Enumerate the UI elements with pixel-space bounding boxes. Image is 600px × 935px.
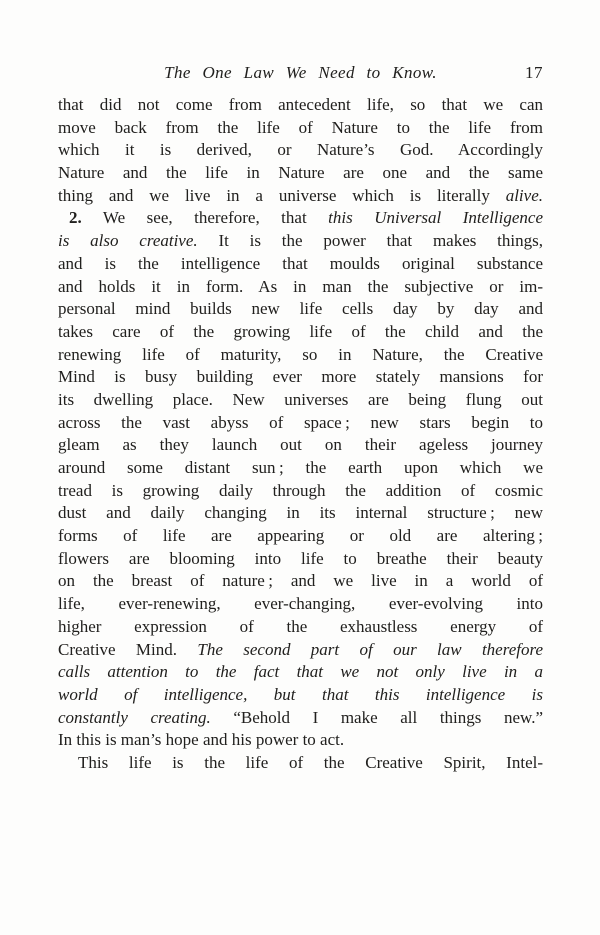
text-run: “Behold I make all things new.” xyxy=(210,707,543,727)
italic-text: this Universal Intelligence xyxy=(328,208,543,228)
text-run: In this is man’s hope and his power to act. xyxy=(58,730,345,750)
text-run: flowers are blooming into life to breathe their beauty xyxy=(58,548,543,568)
italic-text: is also creative. xyxy=(58,231,198,251)
text-run: tread is growing daily through the addition of cosmic xyxy=(58,480,543,500)
text-line xyxy=(58,707,543,730)
text-run: Mind is busy building ever more stately mansions for xyxy=(58,367,543,387)
italic-text: The second part of our law therefore xyxy=(197,639,544,659)
text-line xyxy=(58,94,543,117)
text-line xyxy=(58,321,543,344)
text-run: Nature and the life in Nature are one and the same xyxy=(58,163,543,183)
text-run: personal mind builds new life cells day by day and xyxy=(58,299,543,319)
text-line xyxy=(58,502,543,525)
text-line xyxy=(58,616,543,639)
text-run: and holds it in form. As in man the subjective or im- xyxy=(58,276,543,296)
body-text xyxy=(58,94,543,775)
text-run: We see, therefore, that xyxy=(81,208,329,228)
text-run: Creative Mind. xyxy=(58,639,198,659)
text-line xyxy=(58,661,543,684)
text-line xyxy=(58,548,543,571)
text-run: takes care of the growing life of the child and the xyxy=(58,321,543,341)
running-head xyxy=(58,61,543,84)
text-line xyxy=(58,253,543,276)
page-number: 17 xyxy=(525,63,543,82)
text-run: on the breast of nature ; and we live in a world of xyxy=(58,571,543,591)
text-line xyxy=(58,276,543,299)
text-line xyxy=(58,298,543,321)
text-line xyxy=(58,752,543,775)
text-run: around some distant sun ; the earth upon which we xyxy=(58,458,543,477)
text-run: that did not come from antecedent life, so that we can xyxy=(58,95,543,114)
text-run: move back from the life of Nature to the life from xyxy=(58,117,543,137)
text-run: dust and daily changing in its internal structure ; new xyxy=(58,503,543,523)
text-line xyxy=(58,525,543,548)
running-head-title: The One Law We Need to Know. xyxy=(164,63,437,82)
text-line xyxy=(58,480,543,503)
italic-text: world of intelligence, but that this intelligence is xyxy=(58,684,543,704)
text-line xyxy=(58,207,543,230)
text-line xyxy=(58,639,543,662)
text-line xyxy=(58,185,543,208)
text-line xyxy=(58,729,543,752)
text-line xyxy=(58,344,543,367)
text-line xyxy=(58,570,543,593)
text-run: which it is derived, or Nature’s God. Accordingly xyxy=(58,140,543,160)
bold-text: 2. xyxy=(69,208,82,228)
text-line xyxy=(58,139,543,162)
text-line xyxy=(58,162,543,185)
text-line xyxy=(58,117,543,140)
text-line xyxy=(58,389,543,412)
text-line xyxy=(58,230,543,253)
text-run: life, ever-renewing, ever-changing, ever-evolving into xyxy=(58,594,543,614)
text-run: and is the intelligence that moulds original substance xyxy=(58,253,543,273)
book-page xyxy=(0,61,600,935)
text-run: higher expression of the exhaustless energy of xyxy=(58,616,543,636)
text-line xyxy=(58,593,543,616)
text-run: thing and we live in a universe which is literally xyxy=(58,185,506,205)
text-run: This life is the life of the Creative Spirit, Intel- xyxy=(78,752,543,772)
text-line xyxy=(58,366,543,389)
italic-text: constantly creating. xyxy=(58,707,211,727)
text-run: gleam as they launch out on their ageless journey xyxy=(58,435,543,455)
text-run: forms of life are appearing or old are altering ; xyxy=(58,526,543,546)
text-line xyxy=(58,684,543,707)
italic-text: alive. xyxy=(505,185,543,205)
text-run: its dwelling place. New universes are being flung out xyxy=(58,389,543,409)
text-run: renewing life of maturity, so in Nature, the Creative xyxy=(58,344,543,364)
text-line xyxy=(58,457,543,480)
text-line xyxy=(58,412,543,435)
text-line xyxy=(58,434,543,457)
text-run: across the vast abyss of space ; new stars begin to xyxy=(58,412,543,432)
text-run: It is the power that makes things, xyxy=(197,231,543,251)
italic-text: calls attention to the fact that we not only live in a xyxy=(58,662,543,682)
